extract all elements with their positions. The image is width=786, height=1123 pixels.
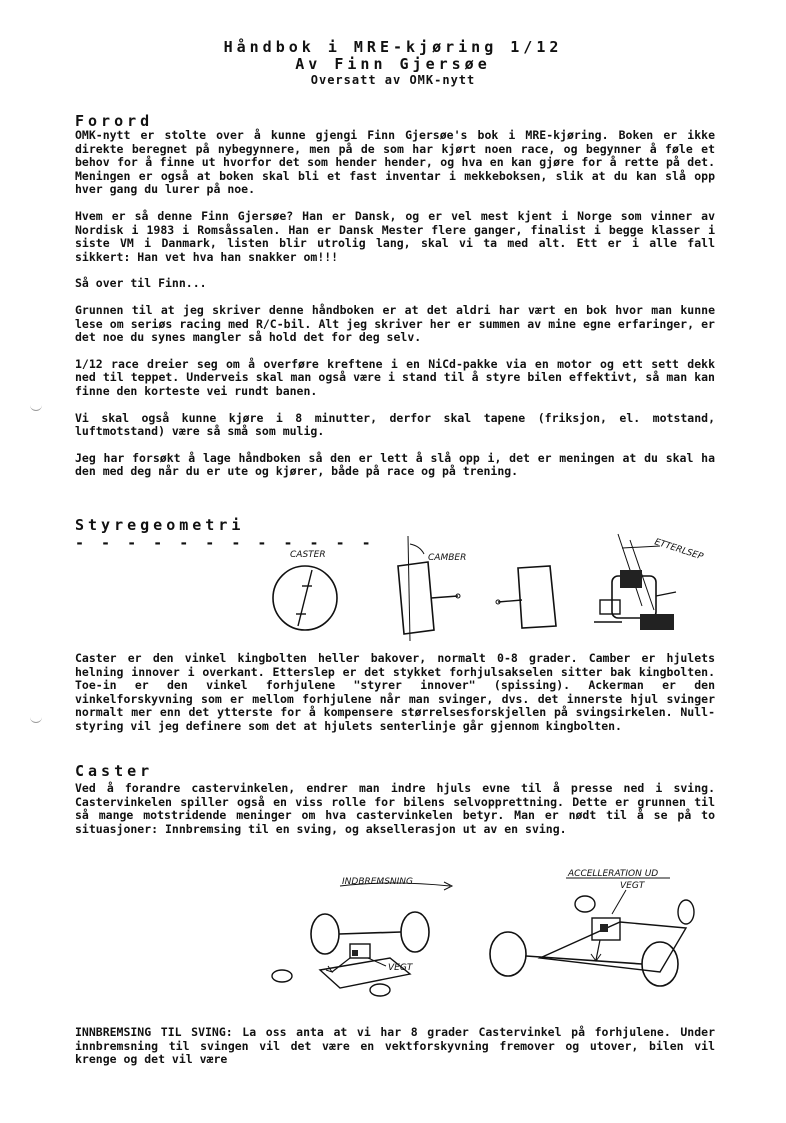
vegt-right-label: VEGT	[620, 881, 645, 891]
braking-car-diagram	[272, 877, 452, 996]
forord-heading: Forord	[75, 112, 154, 130]
etterslep-label: ETTERLSEP	[653, 537, 705, 563]
etterslep-diagram	[594, 534, 705, 630]
page-title: Håndbok i MRE-kjøring 1/12	[223, 38, 563, 56]
forord-paragraph-6: Vi skal også kunne kjøre i 8 minutter, derfor skal tapene (friksjon, el. motstand, luftmotstand) være så små som mulig.	[75, 410, 715, 439]
page-translator: Oversatt av OMK-nytt	[310, 73, 476, 87]
forord-paragraph-2: Hvem er så denne Finn Gjersøe? Han er Dansk, og er vel mest kjent i Norge som vinner av Nordisk i 1983 i Romsåssalen. Han er Dansk Mester flere ganger, finalist i begge klasser i siste VM i Danmark, listen blir utrolig lang, skal vi ta med alt. Ett er i alle fall sikkert: Han vet hva han snakker om!!!	[75, 208, 715, 264]
caster-body: Ved å forandre castervinkelen, endrer man indre hjuls evne til å presse ned i sving. Castervinkelen spiller også en viss rolle for bilens selvopprettning. Dette er grunnen til så mange motstridende meninger om hva castervinkelen betyr. Man er nødt til å se på to situasjoner: Innbremsing til en sving, og aksellerasjon ut av en sving.	[75, 781, 715, 836]
caster-heading: Caster	[75, 762, 154, 780]
caster-bottom-body: INNBREMSING TIL SVING: La oss anta at vi har 8 grader Castervinkel på forhjulene. Under innbremsning til svingen vil det være en vektforskyvning fremover og utover, bilen vil krenge og det vil være	[75, 1025, 715, 1067]
styregeometri-underline: - - - - - - - - - - - -	[75, 534, 375, 552]
page-author: Av Finn Gjersøe	[295, 55, 491, 73]
camber-label: CAMBER	[428, 553, 467, 563]
forord-paragraph-4: Grunnen til at jeg skriver denne håndboken er at det aldri har vært en bok hvor man kunne lese om seriøs racing med R/C-bil. Alt jeg skriver her er summen av mine egne erfaringer, er det noe du synes mangler så hold det for deg selv.	[75, 302, 715, 345]
accelleration-label: ACCELLERATION UD	[568, 869, 659, 879]
forord-paragraph-5: 1/12 race dreier seg om å overføre kreftene i en NiCd-pakke via en motor og ett sett dekk ned til teppet. Underveis skal man også være i stand til å styre bilen effektivt, så man kan finne den korteste vei rundt banen.	[75, 356, 715, 398]
caster-diagram	[273, 550, 337, 630]
toe-wheel-diagram	[496, 566, 556, 628]
punch-hole-mark	[30, 716, 42, 723]
steering-geometry-diagram	[260, 526, 720, 646]
styregeometri-body: Caster er den vinkel kingbolten heller bakover, normalt 0-8 grader. Camber er hjulets helning innover i overkant. Etterslep er det stykket forhjulsakselen sitter bak kingbolten. Toe-in er den vinkel forhjulene "styrer innover" (spissing). Ackerman er den vinkelforskyvning som er mellom forhjulene når man svinger, dvs. det innerste hjul svinger normalt mer enn det ytterste for å kompensere størrelsesforskjellen på svingsirkelen. Null-styring vil jeg definere som det at hjulets senterlinje går gjennom kingbolten.	[75, 651, 715, 733]
forord-body	[75, 129, 715, 492]
styregeometri-heading: Styregeometri	[75, 516, 245, 534]
braking-acceleration-diagram	[240, 862, 720, 1022]
innbremsning-label: INDBREMSNING	[342, 877, 414, 887]
vegt-left-label: VEGT	[388, 963, 413, 973]
forord-paragraph-7: Jeg har forsøkt å lage håndboken så den er lett å slå opp i, det er meningen at du skal ha den med deg når du er ute og kjører, både på race og på trening.	[75, 450, 715, 479]
forord-paragraph-3: Så over til Finn...	[75, 276, 207, 291]
forord-paragraph-1: OMK-nytt er stolte over å kunne gjengi Finn Gjersøe's bok i MRE-kjøring. Boken er ikke direkte beregnet på nybegynnere, men på de som har kjørt noen race, og begynner å føle et behov for å finne ut hvorfor det som hender hender, og hva en kan gjøre for å rette på det. Meningen er også at boken skal bli et fast inventar i mekkeboksen, slik at du kan slå opp hver gang du lurer på noe.	[75, 128, 715, 197]
punch-hole-mark	[30, 404, 42, 411]
acceleration-car-diagram	[490, 869, 694, 986]
caster-label: CASTER	[290, 550, 326, 560]
camber-diagram	[398, 536, 466, 641]
